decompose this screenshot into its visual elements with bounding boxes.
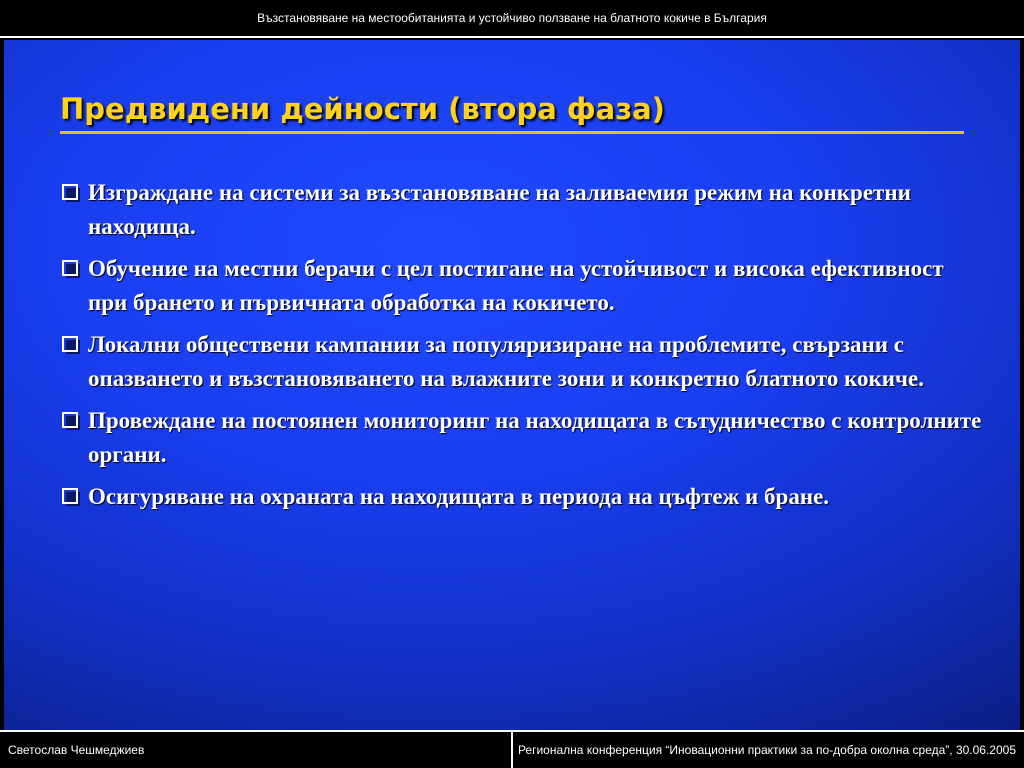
header-divider [0,36,1024,38]
bullet-item [62,328,982,396]
checkbox-icon [62,412,81,431]
footer-conference: Регионална конференция “Иновационни практики за по-добра околна среда”, 30.06.2005 [517,743,1016,757]
checkbox-icon [62,184,81,203]
title-underline [60,131,964,134]
bullet-text: Локални обществени кампании за популяризиране на проблемите, свързани с опазването и възстановяването на влажните зони и конкретно блатното кокиче. [88,332,924,391]
bullet-text: Обучение на местни берачи с цел постигане на устойчивост и висока ефективност при брането и първичната обработка на кокичето. [88,256,944,315]
header-bar [0,0,1024,36]
checkbox-icon [62,260,81,279]
bullet-text: Осигуряване на охраната на находищата в периода на цъфтеж и бране. [88,484,830,509]
bullet-item [62,480,982,514]
footer-author: Светослав Чешмеджиев [8,743,145,757]
checkbox-icon [62,488,81,507]
bullet-item [62,404,982,472]
header-title: Възстановяване на местообитанията и устойчиво ползване на блатното кокиче в България [257,11,767,25]
checkbox-icon [62,336,81,355]
bullet-item [62,252,982,320]
footer-bar [0,732,1024,768]
bullet-item [62,176,982,244]
bullet-list [62,176,982,522]
bullet-text: Изграждане на системи за възстановяване на заливаемия режим на конкретни находища. [88,180,911,239]
footer-separator [511,732,513,768]
slide-title: Предвидени дейности (втора фаза) [60,92,665,126]
bullet-text: Провеждане на постоянен мониторинг на находищата в сътудничество с контролните органи. [88,408,982,467]
